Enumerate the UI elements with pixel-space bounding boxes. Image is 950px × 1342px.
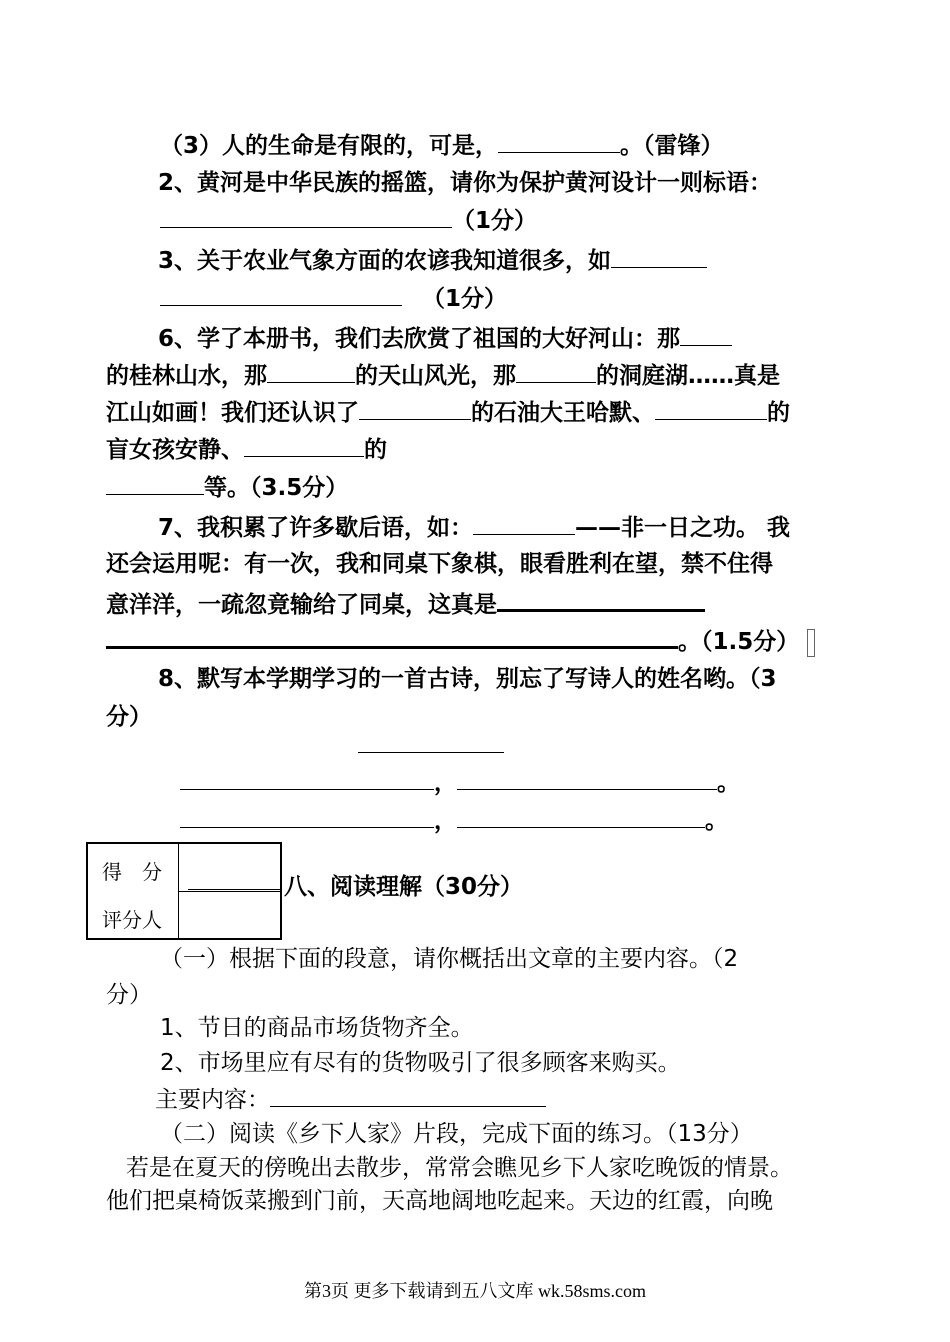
answer-blank[interactable] [457, 805, 705, 828]
answer-blank[interactable] [473, 512, 575, 535]
main-content-blank[interactable] [270, 1084, 546, 1107]
poem-line-2: ， 。 [180, 805, 728, 836]
question-7: 7、我积累了许多歇后语，如： ——非一日之功。 我 [158, 512, 790, 543]
answer-blank[interactable] [106, 472, 204, 495]
score-box [86, 842, 282, 940]
question-7-line-3: 意洋洋，一疏忽竟输给了同桌，这真是 [106, 587, 705, 620]
reading-2-prompt: （二）阅读《乡下人家》片段，完成下面的练习。（13分） [160, 1121, 753, 1147]
grader-label: 评分人 [102, 908, 162, 932]
answer-blank[interactable] [160, 283, 402, 306]
main-content-row: 主要内容： [155, 1084, 546, 1115]
question-3: 3、关于农业气象方面的农谚我知道很多，如 [158, 245, 707, 276]
answer-blank[interactable] [180, 767, 434, 790]
reading-1-item-1: 1、节日的商品市场货物齐全。 [160, 1015, 474, 1041]
question-6-line-3: 江山如画！我们还认识了 的石油大王哈默、 的 [106, 397, 790, 428]
answer-blank[interactable] [244, 434, 364, 457]
section-8-heading: 八、阅读理解（30分） [284, 874, 524, 900]
answer-blank[interactable] [359, 397, 471, 420]
answer-blank[interactable] [267, 360, 355, 383]
reading-1-item-2: 2、市场里应有尽有的货物吸引了很多顾客来购买。 [160, 1050, 681, 1076]
question-8: 8、默写本学期学习的一首古诗，别忘了写诗人的姓名哟。（3 [158, 666, 777, 692]
question-2-answer: （1分） [160, 205, 537, 236]
answer-blank[interactable] [516, 360, 596, 383]
question-6: 6、学了本册书，我们去欣赏了祖国的大好河山：那 [158, 323, 732, 354]
question-7-line-2: 还会运用呢：有一次，我和同桌下象棋，眼看胜利在望，禁不住得 [106, 551, 773, 577]
question-3-answer: （1分） [160, 283, 507, 314]
passage-line-1: 若是在夏天的傍晚出去散步，常常会瞧见乡下人家吃晚饭的情景。 [126, 1155, 793, 1181]
answer-blank[interactable] [160, 205, 452, 228]
poem-title-blank[interactable] [358, 752, 504, 753]
text-cursor-icon [807, 629, 815, 657]
question-6-line-4: 盲女孩安静、 的 [106, 434, 387, 465]
answer-blank[interactable] [611, 245, 707, 268]
answer-blank[interactable] [106, 624, 678, 649]
poem-line-1: ， 。 [180, 767, 740, 798]
answer-blank[interactable] [498, 130, 620, 153]
question-6-line-2: 的桂林山水，那 的天山风光，那 的洞庭湖……真是 [106, 360, 780, 391]
reading-1-prompt-cont: 分） [106, 982, 152, 1008]
question-7-line-4: 。（1.5分） [106, 624, 815, 657]
passage-line-2: 他们把桌椅饭菜搬到门前，天高地阔地吃起来。天边的红霞，向晚 [106, 1188, 773, 1214]
question-8-line-2: 分） [106, 704, 152, 730]
answer-blank[interactable] [180, 805, 434, 828]
reading-1-prompt: （一）根据下面的段意，请你概括出文章的主要内容。（2 [160, 946, 739, 972]
question-6-line-5: 等。（3.5分） [106, 472, 348, 503]
answer-blank[interactable] [655, 397, 767, 420]
page-footer: 第3页 更多下载请到五八文库 wk.58sms.com [304, 1281, 646, 1301]
answer-blank[interactable] [680, 323, 732, 346]
fill-line-3: （3）人的生命是有限的，可是， 。（雷锋） [160, 130, 724, 161]
answer-blank[interactable] [497, 587, 705, 612]
score-label: 得 分 [102, 860, 162, 884]
question-2: 2、黄河是中华民族的摇篮，请你为保护黄河设计一则标语： [158, 170, 773, 196]
answer-blank[interactable] [457, 767, 717, 790]
